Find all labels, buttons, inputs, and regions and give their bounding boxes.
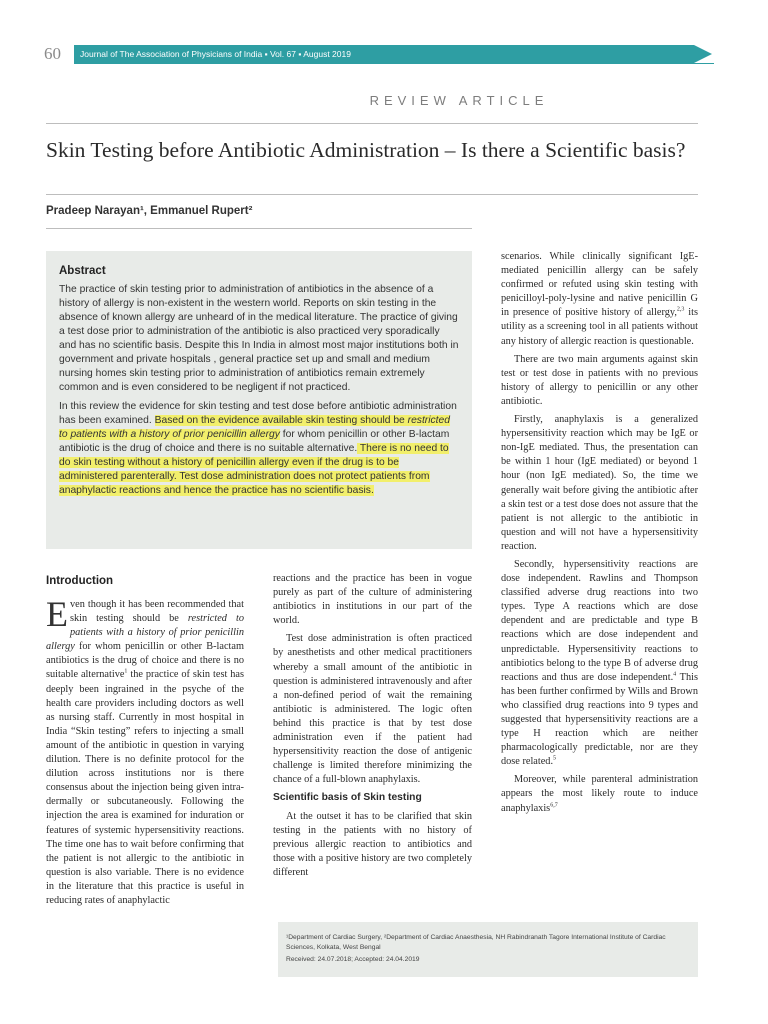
body-paragraph bbox=[501, 558, 698, 769]
body-paragraph bbox=[501, 250, 698, 349]
section-label: REVIEW ARTICLE bbox=[369, 93, 549, 108]
body-text: This has been further confirmed by Wills and Brown who classified drug reactions into 9 types and suggested that hypersensitivity reactions are a type H reaction which are neither pharmacologically predictable, nor are they dose related. bbox=[501, 671, 698, 768]
abstract-text: In this review the evidence for skin testing and test dose before antibiotic administration has been examined. bbox=[59, 401, 457, 426]
body-text: Moreover, while parenteral administration appears the most likely route to induce anaphylaxis bbox=[501, 774, 698, 814]
abstract-paragraph-1: The practice of skin testing prior to administration of antibiotics in the absence of a history of allergy is non-existent in the western world. Reports on skin testing in the absence of known allergy are unheard of in the medical literature. The practice of giving a test dose prior to administration of the antibiotic is also practiced very sporadically and has no scientific basis. Despite this In India in almost most major institutions both in government and private hospitals , general practice set up and small and medium nursing homes skin testing prior to administration of antibiotics remain extremely common and is even considered to be negligent if not practiced. bbox=[59, 284, 459, 393]
drop-cap: E bbox=[46, 594, 68, 634]
page-number: 60 bbox=[44, 44, 61, 63]
divider-top bbox=[46, 123, 698, 124]
body-paragraph: Firstly, anaphylaxis is a generalized hypersensitivity reaction which may be IgE or non-IgE mediated. Thus, the presentation can be within 1 hour (IgE mediated) or beyond 1 hour (non IgE mediated). So, the time we generally wait before giving the antibiotic after a skin test or a test dose does not assure that the patient is not allergic to the antibiotic in question and will not have a hypersensitivity reaction. bbox=[501, 414, 698, 552]
highlighted-text: There is no need to do skin testing without a history of penicillin allergy even if the drug is to be administered parenterally. Test dose administration does not protect patients from anaphylactic reactions and hence the practice has no scientific basis. bbox=[59, 443, 449, 496]
received-dates: Received: 24.07.2018; Accepted: 24.04.2019 bbox=[286, 956, 420, 963]
subsection-heading: Scientific basis of Skin testing bbox=[273, 792, 422, 804]
body-text: Secondly, hypersensitivity reactions are dose independent. Rawlins and Thompson classified adverse drug reactions into two types. Type A reactions which are dose dependent and are predictable and type B reactions which are dose independent and unpredictable. Hypersensitivity reactions to antibiotics belong to the type B of adverse drug reactions and thus are dose independent. bbox=[501, 558, 698, 683]
abstract-heading: Abstract bbox=[59, 265, 106, 277]
intro-paragraph bbox=[46, 594, 244, 908]
highlighted-text: Based on the evidence available skin testing should be bbox=[154, 415, 408, 426]
body-paragraph: reactions and the practice has been in vogue purely as part of the culture of administering antibiotics in institutions in our part of the world. bbox=[273, 573, 472, 627]
body-text: scenarios. While clinically significant IgE-mediated penicillin allergy can be safely confirmed or refuted using skin testing with penicilloyl-poly-lysine and native penicillin G in presence of positive history of allergy, bbox=[501, 251, 698, 319]
body-paragraph: At the outset it has to be clarified that skin testing in the patients with no history of previous allergic reaction to antibiotics and those with a positive history are two completely different bbox=[273, 810, 472, 878]
body-text: the practice of skin test has deeply been ingrained in the psyche of the health care providers including doctors as well as nursing staff. Currently in most hospital in India “Skin testing” refers to injecting a small amount of the antibiotic in question in varying dilution. There is no definite protocol for the dilution across institutions nor is there consensus about the injection being given intra-dermally or subcutaneously. Following the injection the area is examined for induration or features of systemic hypersensitivity reactions. The time one has to wait before confirming that the patient is not allergic to the antibiotic in question is also variable. There is no evidence in the literature that this practice is useful in reducing rates of anaphylactic bbox=[46, 669, 244, 906]
journal-line: Journal of The Association of Physicians of India ▪ Vol. 67 ▪ August 2019 bbox=[80, 49, 351, 59]
body-paragraph: There are two main arguments against skin test or test dose in patients with no previous history of allergy to penicillin or any other antibiotic. bbox=[501, 353, 698, 407]
body-text: ven though it has been recommended that skin testing should be bbox=[70, 599, 244, 625]
header-arrow-shape bbox=[694, 45, 712, 63]
citation: 2,3 bbox=[676, 306, 685, 313]
body-paragraph bbox=[501, 773, 698, 815]
citation: 5 bbox=[553, 755, 557, 762]
introduction-heading: Introduction bbox=[46, 575, 114, 587]
divider-authors bbox=[46, 228, 472, 229]
citation: 1 bbox=[124, 669, 128, 676]
abstract-text: for whom penicillin or other B-lactam antibiotic is the drug of choice and there is no suitable alternative. bbox=[59, 429, 450, 454]
divider-title bbox=[46, 194, 698, 195]
body-paragraph: Test dose administration is often practiced by anesthetists and other medical practitioners whereby a small amount of the antibiotic in question is administered intravenously and after a non-defined period of wait the remaining antibiotic is administered. The logic often behind this practice is that by test dose administration even if the patient had hypersensitivity reaction the dose of antigenic challenge is limited therefore minimizing the chance of a full-blown anaphylaxis. bbox=[273, 633, 472, 786]
footnote-box bbox=[278, 922, 698, 977]
abstract-paragraph-2 bbox=[59, 400, 459, 498]
highlighted-italic-text: restricted to patients with a history of prior penicillin allergy bbox=[59, 415, 450, 440]
header-underline bbox=[74, 63, 714, 64]
body-text: for whom penicillin or other B-lactam antibiotics is the drug of choice and there is no suitable alternative bbox=[46, 641, 244, 681]
citation: 4 bbox=[673, 671, 677, 678]
article-title: Skin Testing before Antibiotic Administration – Is there a Scientific basis? bbox=[46, 138, 686, 162]
column-3 bbox=[501, 250, 698, 820]
citation: 6,7 bbox=[550, 802, 558, 809]
abstract-box bbox=[46, 251, 472, 549]
affiliations: ¹Department of Cardiac Surgery, ²Department of Cardiac Anaesthesia, NH Rabindranath Tagore International Institute of Cardiac Sciences, Kolkata, West Bengal bbox=[286, 934, 666, 951]
column-2 bbox=[273, 572, 472, 884]
author-list: Pradeep Narayan¹, Emmanuel Rupert² bbox=[46, 205, 253, 217]
column-1 bbox=[46, 594, 244, 912]
journal-header-bar bbox=[74, 45, 694, 63]
italic-text: restricted to patients with a history of prior penicillin allergy bbox=[46, 613, 244, 653]
body-text: its utility as a screening tool in all patients without any history of allergic reaction is questionable. bbox=[501, 307, 699, 347]
